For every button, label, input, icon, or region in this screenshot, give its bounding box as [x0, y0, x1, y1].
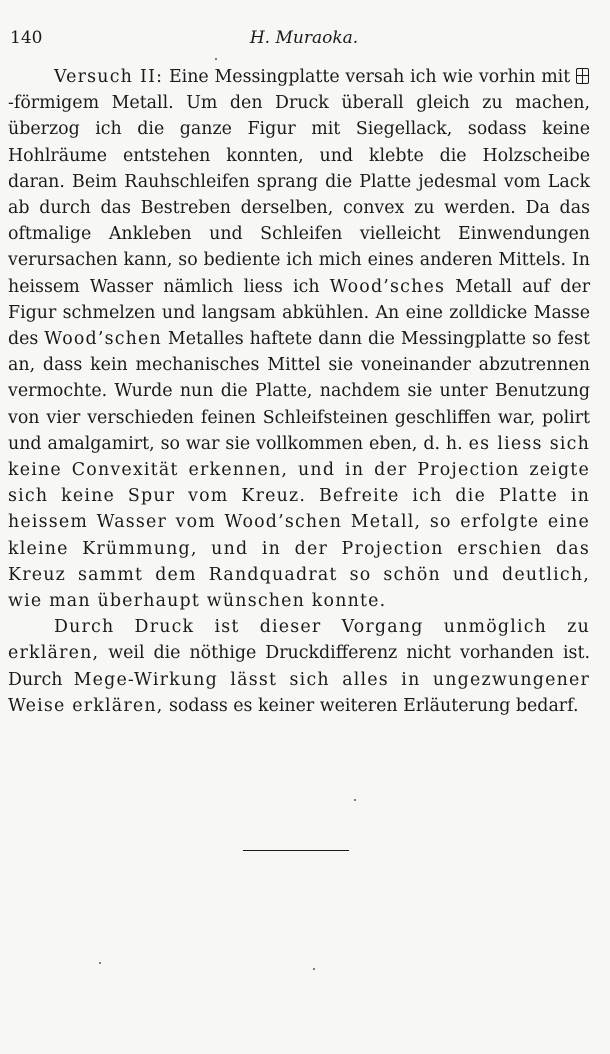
paragraph-1-emphasis: es liess sich keine Convexität erkennen, und in der Projection zeigte sich keine Spur vom Kreuz. Befreite ich die Platte in heissem Wasser vom Wood’schen Metall, so erfolgte eine kleine Krümmung, und in der Projection erschien das Kreuz sammt dem Randquadrat so schön und deutlich, wie man überhaupt wünschen konnte. — [8, 433, 590, 612]
paragraph-conclusion — [8, 614, 590, 719]
running-title: H. Muraoka. — [249, 28, 359, 48]
paragraph-1-text-d: Metalles haftete dann die Messingplatte so fest an, dass kein mechanisches Mittel sie voneinander abzutrennen vermochte. Wurde nun die Platte, nachdem sie unter Benutzung von vier verschieden feinen Schleifsteinen geschliffen war, polirt und amalgamirt, so war sie vollkommen eben, d. h. — [8, 329, 590, 454]
print-speck — [313, 968, 315, 970]
body-text — [8, 64, 590, 719]
paragraph-versuch-ii — [8, 64, 590, 614]
paragraph-2-text-b: sodass es keiner weiteren Erläuterung bedarf. — [163, 695, 579, 716]
page-number: 140 — [10, 28, 43, 48]
print-speck — [354, 799, 356, 801]
cross-in-square-icon — [576, 68, 589, 84]
end-rule — [243, 850, 349, 851]
paragraph-1-text-b: -förmigem Metall. Um den Druck überall gleich zu machen, überzog ich die ganze Figur mit Siegellack, sodass keine Hohlräume entstehen konnten, und klebte die Holzscheibe daran. Beim Rauhschleifen sprang die Platte jedesmal vom Lack ab durch das Bestreben derselben, convex zu werden. Da das oftmalige Ankleben und Schleifen vielleicht Einwendungen verursachen kann, so bediente ich mich eines anderen Mittels. In heissem Wasser nämlich liess ich — [8, 93, 590, 297]
paragraph-1-text-a: Eine Messingplatte versah ich wie vorhin mit — [163, 67, 576, 87]
page-header — [10, 28, 598, 52]
woods-metal-term-2: Wood’schen — [44, 329, 162, 350]
experiment-label: Versuch II: — [54, 67, 164, 87]
paragraph-2-emphasis-a: Durch Druck ist dieser Vorgang unmöglich zu erklären, — [8, 617, 590, 664]
paragraph-2-text-a: weil die nöthige Druckdifferenz nicht vorhanden ist. Durch — [8, 643, 590, 690]
paragraph-2-emphasis-b: Mege-Wirkung lässt sich alles in ungezwungener Weise erklären, — [8, 669, 590, 716]
woods-metal-term: Wood’sches — [329, 276, 446, 297]
print-speck — [99, 962, 101, 964]
print-speck — [215, 58, 217, 60]
paragraph-1-text-c: Metall auf der Figur schmelzen und langsam abkühlen. An eine zolldicke Masse des — [8, 276, 591, 350]
